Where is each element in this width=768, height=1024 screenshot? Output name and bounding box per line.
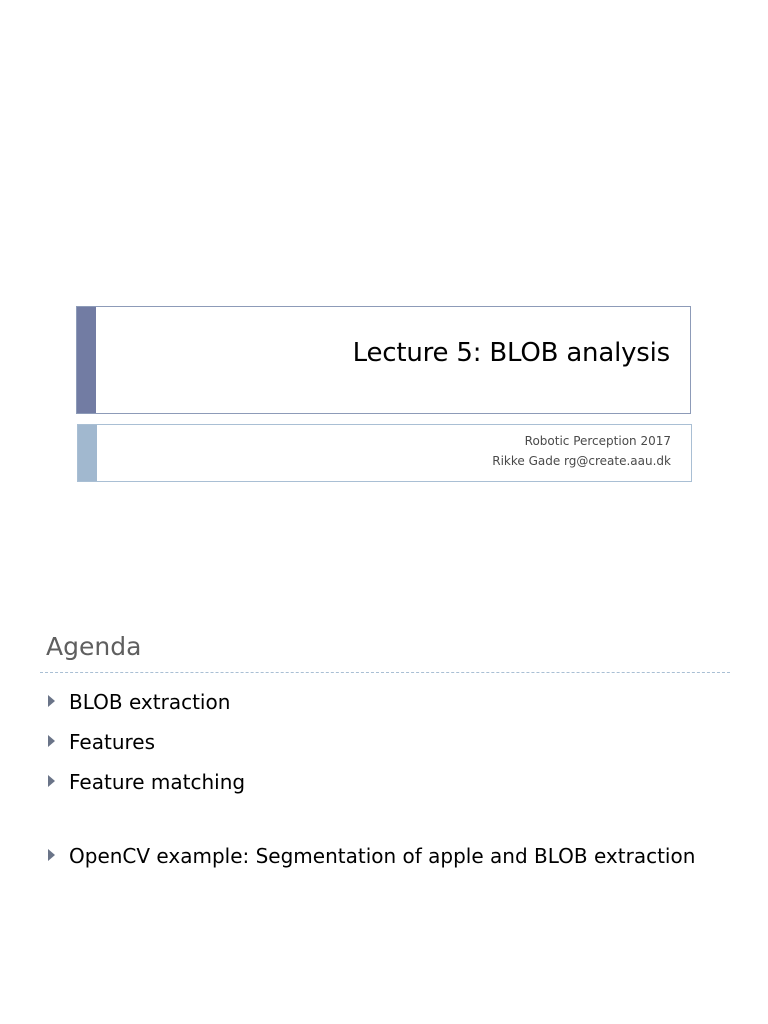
triangle-right-icon bbox=[48, 695, 55, 707]
list-item bbox=[46, 725, 726, 759]
heading-divider bbox=[40, 672, 730, 673]
title-box bbox=[76, 306, 691, 414]
bullet-text: Feature matching bbox=[69, 770, 246, 794]
triangle-right-icon bbox=[48, 735, 55, 747]
triangle-right-icon bbox=[48, 775, 55, 787]
triangle-right-icon bbox=[48, 849, 55, 861]
list-item bbox=[46, 765, 726, 799]
slide-title: Lecture 5: BLOB analysis bbox=[352, 338, 670, 368]
subtitle-text bbox=[492, 431, 671, 471]
subtitle-box bbox=[77, 424, 692, 482]
course-name: Robotic Perception 2017 bbox=[524, 434, 671, 448]
bullet-text: BLOB extraction bbox=[69, 690, 231, 714]
bullet-text: Features bbox=[69, 730, 155, 754]
agenda-list bbox=[46, 685, 726, 879]
bullet-text: OpenCV example: Segmentation of apple and BLOB extraction bbox=[69, 844, 696, 868]
title-accent-bar bbox=[77, 307, 96, 413]
list-item bbox=[46, 839, 726, 873]
subtitle-accent-bar bbox=[78, 425, 97, 481]
agenda-heading: Agenda bbox=[46, 632, 142, 661]
list-item bbox=[46, 685, 726, 719]
author-contact: Rikke Gade rg@create.aau.dk bbox=[492, 454, 671, 468]
